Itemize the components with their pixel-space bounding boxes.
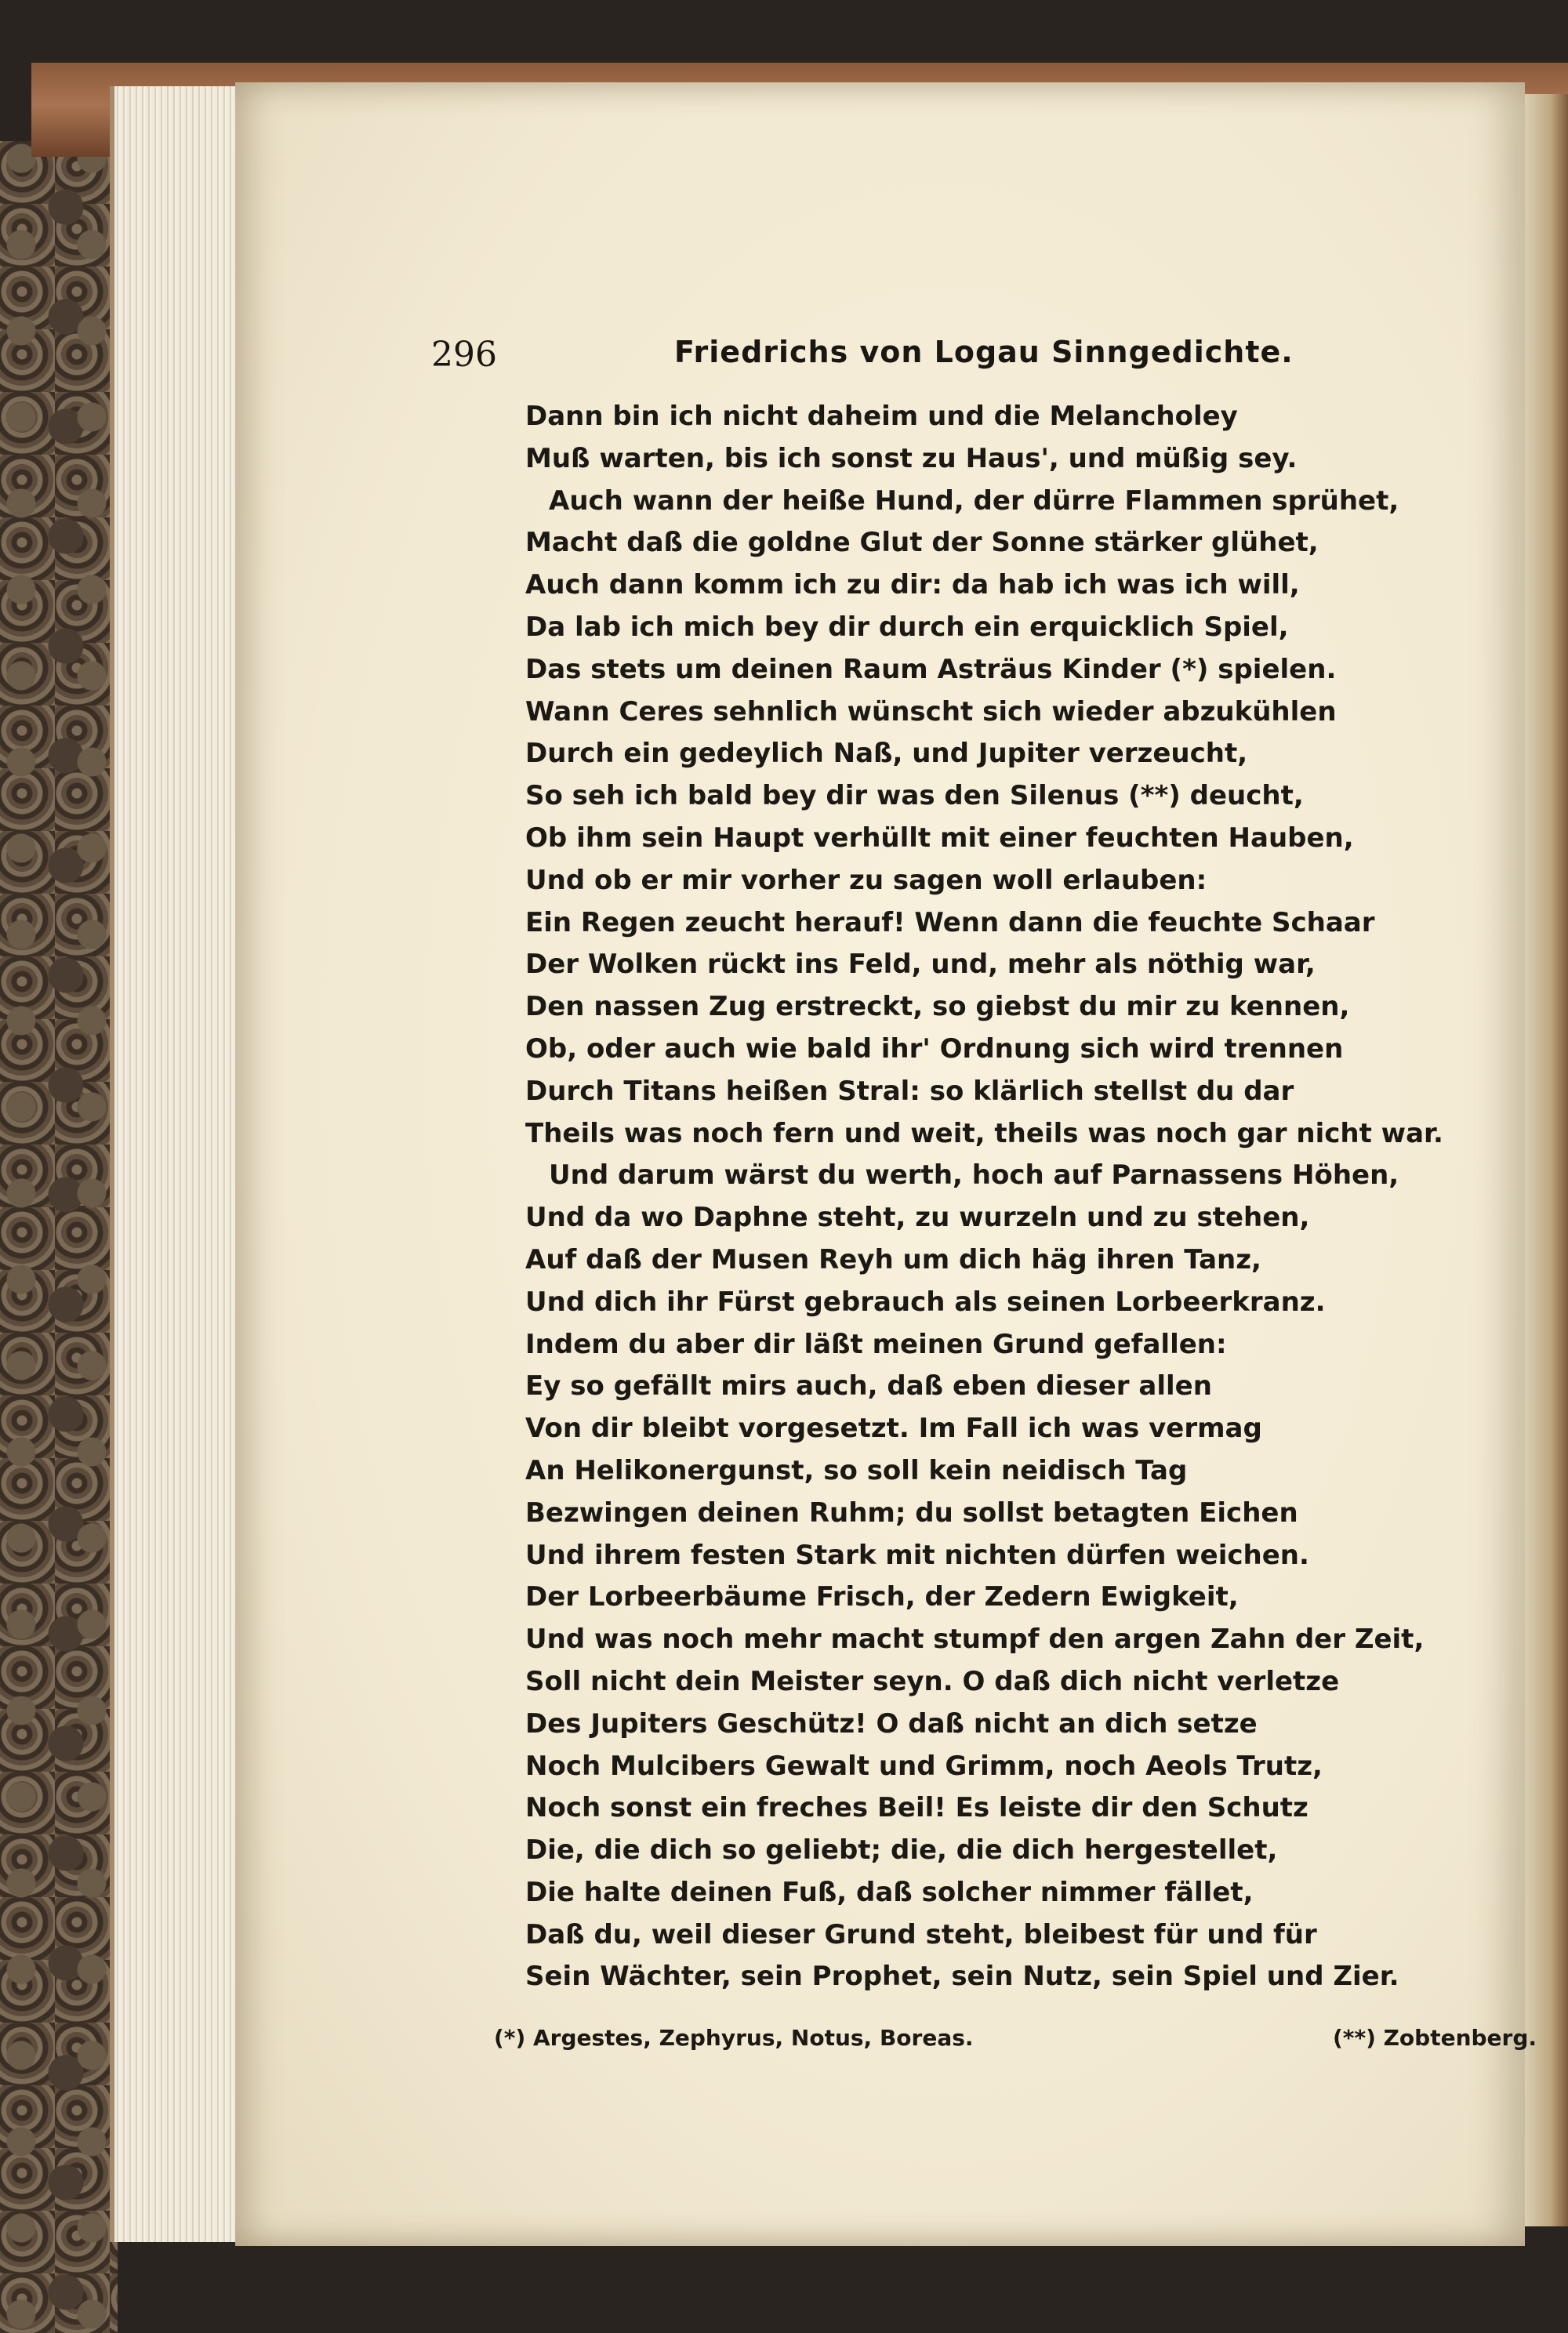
poem-line: Macht daß die goldne Glut der Sonne stärker glühet, — [525, 527, 1319, 559]
poem-line: Den nassen Zug erstreckt, so giebst du mir zu kennen, — [525, 991, 1350, 1023]
poem-line: Dann bin ich nicht daheim und die Melancholey — [525, 401, 1238, 432]
poem-line: Sein Wächter, sein Prophet, sein Nutz, sein Spiel und Zier. — [525, 1961, 1399, 1993]
poem-line: Indem du aber dir läßt meinen Grund gefallen: — [525, 1328, 1227, 1360]
poem-line: Und darum wärst du werth, hoch auf Parnassens Höhen, — [549, 1159, 1399, 1192]
poem-line: Auch dann komm ich zu dir: da hab ich was ich will, — [525, 569, 1300, 601]
poem-line: Ob, oder auch wie bald ihr' Ordnung sich wird trennen — [525, 1032, 1344, 1065]
poem-line: Und ihrem festen Stark mit nichten dürfen weichen. — [525, 1539, 1309, 1571]
poem-line: So seh ich bald bey dir was den Silenus (**) deucht, — [525, 780, 1304, 812]
page-number: 296 — [431, 335, 497, 375]
page-edges — [110, 86, 248, 2242]
poem-line: Wann Ceres sehnlich wünscht sich wieder abzukühlen — [525, 695, 1337, 727]
poem-line: Ob ihm sein Haupt verhüllt mit einer feuchten Hauben, — [525, 822, 1354, 854]
poem-line: Der Wolken rückt ins Feld, und, mehr als nöthig war, — [525, 949, 1316, 981]
poem-line: Auf daß der Musen Reyh um dich häg ihren Tanz, — [525, 1243, 1261, 1275]
poem-line: Durch ein gedeylich Naß, und Jupiter verzeucht, — [525, 738, 1248, 770]
poem-line: Daß du, weil dieser Grund steht, bleibest für und für — [525, 1918, 1317, 1950]
marbled-cover — [0, 141, 118, 2333]
poem-line: Und ob er mir vorher zu sagen woll erlauben: — [525, 864, 1207, 896]
poem-line: Muß warten, bis ich sonst zu Haus', und müßig sey. — [525, 442, 1298, 474]
poem-line: Soll nicht dein Meister seyn. O daß dich nicht verletze — [525, 1665, 1340, 1697]
poem-line: Da lab ich mich bey dir durch ein erquicklich Spiel, — [525, 611, 1289, 643]
poem-line: An Helikonergunst, so soll kein neidisch Tag — [525, 1454, 1188, 1486]
poem-line: Und dich ihr Fürst gebrauch als seinen Lorbeerkranz. — [525, 1286, 1326, 1318]
poem-line: Ein Regen zeucht herauf! Wenn dann die feuchte Schaar — [525, 906, 1375, 938]
poem-line: Der Lorbeerbäume Frisch, der Zedern Ewigkeit, — [525, 1581, 1239, 1613]
page-header — [235, 335, 1525, 374]
footnote-zobtenberg: (**) Zobtenberg. — [1333, 2025, 1537, 2051]
poem-line: Des Jupiters Geschütz! O daß nicht an dich setze — [525, 1707, 1258, 1740]
poem-line: Und da wo Daphne steht, zu wurzeln und zu stehen, — [525, 1202, 1310, 1234]
book-page — [235, 82, 1537, 2246]
running-title: Friedrichs von Logau Sinngedichte. — [674, 335, 1294, 369]
poem-line: Bezwingen deinen Ruhm; du sollst betagten Eichen — [525, 1497, 1298, 1529]
poem-line: Noch sonst ein freches Beil! Es leiste dir den Schutz — [525, 1792, 1308, 1824]
footnote-winds: (*) Argestes, Zephyrus, Notus, Boreas. — [494, 2025, 974, 2051]
poem-line: Ey so gefällt mirs auch, daß eben dieser allen — [525, 1370, 1212, 1402]
poem-line: Und was noch mehr macht stumpf den argen Zahn der Zeit, — [525, 1624, 1425, 1656]
poem-line: Das stets um deinen Raum Asträus Kinder (*) spielen. — [525, 653, 1337, 685]
poem-line: Die, die dich so geliebt; die, die dich hergestellet, — [525, 1834, 1278, 1867]
poem-line: Durch Titans heißen Stral: so klärlich stellst du dar — [525, 1075, 1294, 1107]
poem-line: Von dir bleibt vorgesetzt. Im Fall ich was vermag — [525, 1413, 1262, 1445]
poem-line: Theils was noch fern und weit, theils was noch gar nicht war. — [525, 1117, 1443, 1149]
poem-line: Auch wann der heiße Hund, der dürre Flammen sprühet, — [549, 484, 1399, 517]
poem-line: Noch Mulcibers Gewalt und Grimm, noch Aeols Trutz, — [525, 1750, 1323, 1782]
poem-line: Die halte deinen Fuß, daß solcher nimmer fället, — [525, 1876, 1254, 1908]
poem-text — [525, 396, 1544, 1998]
